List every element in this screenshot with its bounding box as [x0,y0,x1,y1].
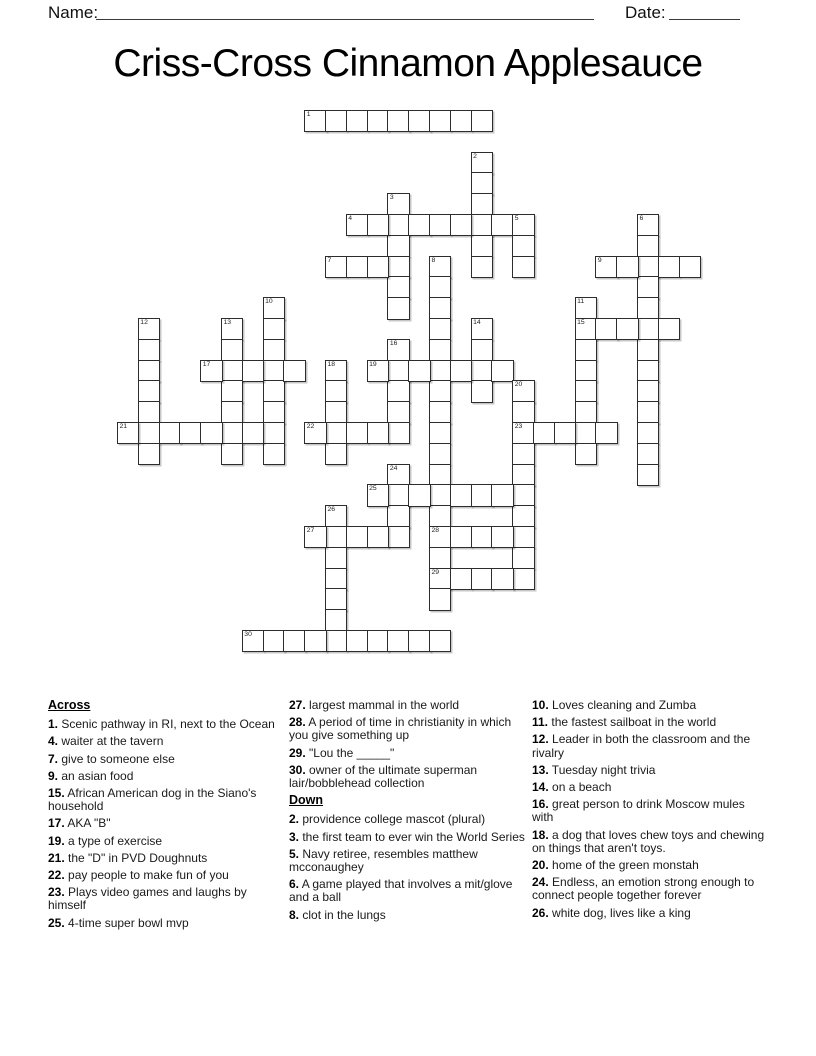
grid-cell[interactable] [325,568,347,590]
grid-cell[interactable] [429,588,451,610]
grid-cell[interactable] [159,422,181,444]
clue-item: 21. the "D" in PVD Doughnuts [48,850,208,865]
grid-cell[interactable] [263,380,285,402]
grid-cell[interactable] [325,505,347,527]
clue-number-label: 14 [473,319,481,326]
grid-cell[interactable] [263,422,285,444]
grid-cell[interactable] [512,401,534,423]
grid-cell[interactable] [138,401,160,423]
grid-cell[interactable] [283,360,305,382]
grid-cell[interactable] [512,256,534,278]
clue-number: 5. [289,846,300,861]
grid-cell[interactable] [471,193,493,215]
grid-cell[interactable] [429,422,451,444]
grid-cell[interactable] [429,484,451,506]
grid-cell[interactable] [429,214,451,236]
clue-item: 13. Tuesday night trivia [532,762,656,777]
clue-number: 27. [289,698,306,712]
grid-cell[interactable] [471,110,493,132]
page-title: Criss-Cross Cinnamon Applesauce [113,42,703,85]
grid-cell[interactable] [429,505,451,527]
grid-cell[interactable] [221,443,243,465]
grid-cell[interactable] [387,422,409,444]
grid-cell[interactable] [221,422,243,444]
grid-cell[interactable] [637,318,659,340]
grid-cell[interactable] [387,484,409,506]
grid-cell[interactable] [325,588,347,610]
clue-number: 3. [289,829,300,844]
grid-cell[interactable] [346,422,368,444]
name-label: Name: [48,3,99,22]
clue-item: 24. Endless, an emotion strong enough to connect people together forever [532,875,755,903]
grid-cell[interactable] [637,214,659,236]
clue-item: 2. providence college mascot (plural) [289,812,486,827]
grid-cell[interactable] [367,630,389,652]
grid-cell[interactable] [450,110,472,132]
grid-cell[interactable] [367,484,389,506]
grid-cell[interactable] [491,214,513,236]
grid-cell[interactable] [575,422,597,444]
grid-cell[interactable] [200,360,222,382]
grid-cell[interactable] [325,526,347,548]
grid-cell[interactable] [575,360,597,382]
grid-cell[interactable] [471,568,493,590]
clue-number-label: 12 [140,319,148,326]
grid-cell[interactable] [408,214,430,236]
clue-number-label: 7 [327,256,332,264]
grid-cell[interactable] [491,360,513,382]
clue-number-label: 11 [577,298,585,306]
clue-number: 20. [532,858,549,873]
clue-item: 14. on a beach [532,780,612,795]
grid-cell[interactable] [242,630,264,652]
grid-cell[interactable] [637,360,659,382]
grid-cell[interactable] [221,339,243,361]
grid-cell[interactable] [512,235,534,257]
grid-cell[interactable] [325,609,347,631]
grid-cell[interactable] [637,276,659,298]
grid-cell[interactable] [263,297,285,319]
clue-column-middle [289,699,525,926]
grid-cell[interactable] [387,235,409,257]
clue-item: 4. waiter at the tavern [48,734,164,749]
clue-item: 6. A game played that involves a mit/glove and a ball [289,877,513,905]
grid-cell[interactable] [429,547,451,569]
clue-number-label: 6 [639,215,644,222]
clue-number-label: 22 [306,423,315,430]
clue-item: 10. Loves cleaning and Zumba [532,698,697,712]
grid-cell[interactable] [491,484,513,506]
clue-number: 2. [289,812,300,827]
grid-cell[interactable] [595,256,617,278]
grid-cell[interactable] [179,422,201,444]
grid-cell[interactable] [637,464,659,486]
grid-cell[interactable] [450,526,472,548]
grid-cell[interactable] [471,172,493,194]
clue-item: 23. Plays video games and laughs by himself [48,885,247,913]
clue-number: 18. [532,827,549,842]
clue-number: 17. [48,816,65,831]
grid-cell[interactable] [658,256,680,278]
grid-cell[interactable] [429,464,451,486]
grid-cell[interactable] [637,297,659,319]
clue-item: 9. an asian food [48,768,134,783]
grid-cell[interactable] [367,526,389,548]
grid-cell[interactable] [616,318,638,340]
clue-number-label: 23 [514,423,523,430]
grid-cell[interactable] [221,380,243,402]
clue-number: 13. [532,762,549,777]
clue-number-label: 2 [473,152,477,160]
grid-cell[interactable] [429,360,451,382]
grid-cell[interactable] [595,422,617,444]
grid-cell[interactable] [575,380,597,402]
clue-item: 26. white dog, lives like a king [532,905,691,920]
grid-cell[interactable] [263,630,285,652]
grid-cell[interactable] [471,339,493,361]
grid-cell[interactable] [346,214,368,236]
clue-number-label: 9 [597,256,602,264]
grid-cell[interactable] [387,360,409,382]
grid-cell[interactable] [512,443,534,465]
grid-cell[interactable] [429,526,451,548]
clue-number-label: 26 [327,506,336,514]
grid-cell[interactable] [325,422,347,444]
grid-cell[interactable] [679,256,701,278]
clue-number-label: 5 [514,215,519,222]
grid-cell[interactable] [575,339,597,361]
clue-item: 17. AKA "B" [48,816,111,831]
grid-cell[interactable] [346,526,368,548]
grid-cell[interactable] [325,360,347,382]
clue-number-label: 1 [306,111,311,118]
grid-cell[interactable] [387,193,409,215]
clue-number-label: 15 [577,319,585,326]
clue-number-label: 4 [348,215,353,222]
grid-cell[interactable] [221,318,243,340]
grid-cell[interactable] [575,318,597,340]
grid-cell[interactable] [304,422,326,444]
grid-cell[interactable] [408,110,430,132]
grid-cell[interactable] [325,380,347,402]
grid-cell[interactable] [616,256,638,278]
grid-cell[interactable] [387,256,409,278]
grid-cell[interactable] [554,422,576,444]
grid-cell[interactable] [491,526,513,548]
clue-number: 22. [48,868,65,883]
clue-number: 25. [48,915,65,930]
clue-number: 9. [48,768,59,783]
grid-cell[interactable] [512,547,534,569]
clue-item: 15. African American dog in the Siano's household [48,786,257,814]
grid-cell[interactable] [637,380,659,402]
clue-item: 8. clot in the lungs [289,907,386,922]
grid-cell[interactable] [138,380,160,402]
clue-number: 14. [532,780,549,795]
grid-cell[interactable] [575,401,597,423]
clue-item: 25. 4-time super bowl mvp [48,915,189,930]
clue-number-label: 30 [244,631,252,638]
clue-number: 26. [532,905,549,920]
grid-cell[interactable] [387,297,409,319]
clue-column-down-continued [532,699,768,924]
clue-number-label: 24 [389,464,398,472]
grid-cell[interactable] [429,297,451,319]
grid-cell[interactable] [429,110,451,132]
grid-cell[interactable] [512,484,534,506]
clue-number: 10. [532,698,549,712]
clue-number-label: 27 [306,527,315,534]
clue-number: 28. [289,715,306,730]
grid-cell[interactable] [325,401,347,423]
grid-cell[interactable] [575,297,597,319]
grid-cell[interactable] [429,630,451,652]
grid-cell[interactable] [595,318,617,340]
grid-cell[interactable] [138,339,160,361]
clue-number: 12. [532,732,549,747]
grid-cell[interactable] [575,443,597,465]
grid-cell[interactable] [117,422,139,444]
clue-number-label: 16 [389,339,398,347]
clue-item: 18. a dog that loves chew toys and chewing on things that aren't toys. [532,827,765,855]
clue-item: 22. pay people to make fun of you [48,868,229,883]
clue-number-label: 25 [369,485,377,493]
grid-cell[interactable] [429,339,451,361]
grid-cell[interactable] [637,256,659,278]
clue-number: 19. [48,833,65,848]
grid-cell[interactable] [138,443,160,465]
grid-cell[interactable] [637,339,659,361]
clue-number: 16. [532,797,549,812]
clue-number: 11. [532,715,549,730]
clue-number: 8. [289,907,300,922]
clue-number-label: 20 [514,381,523,389]
clue-number-label: 21 [119,423,128,430]
clue-number: 24. [532,875,549,890]
grid-cell[interactable] [429,318,451,340]
grid-cell[interactable] [429,401,451,423]
grid-cell[interactable] [408,360,430,382]
grid-cell[interactable] [533,422,555,444]
grid-cell[interactable] [263,360,285,382]
grid-cell[interactable] [325,547,347,569]
grid-cell[interactable] [283,630,305,652]
clue-item: 29. "Lou the _____" [289,745,395,760]
clue-number: 4. [48,734,59,749]
grid-cell[interactable] [512,380,534,402]
grid-cell[interactable] [637,235,659,257]
clue-item: 3. the first team to ever win the World Series [289,829,525,844]
grid-cell[interactable] [346,630,368,652]
grid-cell[interactable] [387,464,409,486]
grid-cell[interactable] [429,380,451,402]
grid-cell[interactable] [408,484,430,506]
grid-cell[interactable] [325,443,347,465]
clue-number-label: 18 [327,360,336,368]
grid-cell[interactable] [471,360,493,382]
grid-cell[interactable] [263,339,285,361]
grid-cell[interactable] [263,443,285,465]
grid-cell[interactable] [387,110,409,132]
grid-cell[interactable] [138,318,160,340]
grid-cell[interactable] [367,360,389,382]
grid-cell[interactable] [637,422,659,444]
clue-number: 30. [289,762,306,777]
grid-cell[interactable] [637,401,659,423]
clue-number-label: 13 [223,319,232,326]
grid-cell[interactable] [263,401,285,423]
clue-item: 16. great person to drink Moscow mules with [532,797,745,825]
grid-cell[interactable] [221,401,243,423]
grid-cell[interactable] [242,360,264,382]
grid-cell[interactable] [471,526,493,548]
clue-item: 20. home of the green monstah [532,858,699,873]
clue-section-heading: Down [289,793,324,808]
grid-cell[interactable] [637,443,659,465]
grid-cell[interactable] [512,568,534,590]
grid-cell[interactable] [450,568,472,590]
grid-cell[interactable] [387,214,409,236]
clue-item: 11. the fastest sailboat in the world [532,715,717,730]
grid-cell[interactable] [242,422,264,444]
grid-cell[interactable] [450,484,472,506]
grid-cell[interactable] [471,235,493,257]
clue-number: 6. [289,877,300,892]
clue-item: 7. give to someone else [48,751,175,766]
grid-cell[interactable] [387,505,409,527]
grid-cell[interactable] [367,214,389,236]
grid-cell[interactable] [346,110,368,132]
grid-cell[interactable] [263,318,285,340]
grid-cell[interactable] [429,256,451,278]
grid-cell[interactable] [471,214,493,236]
clue-number: 23. [48,885,65,900]
clue-item: 30. owner of the ultimate superman lair/bobblehead collection [289,762,478,791]
grid-cell[interactable] [429,443,451,465]
grid-cell[interactable] [387,630,409,652]
grid-cell[interactable] [221,360,243,382]
grid-cell[interactable] [512,464,534,486]
grid-cell[interactable] [387,526,409,548]
clue-column-across [48,699,284,934]
grid-cell[interactable] [512,526,534,548]
grid-cell[interactable] [471,318,493,340]
grid-cell[interactable] [450,360,472,382]
grid-cell[interactable] [429,276,451,298]
clue-section-heading: Across [48,698,91,712]
grid-cell[interactable] [304,526,326,548]
grid-cell[interactable] [658,318,680,340]
clue-item: 19. a type of exercise [48,833,163,848]
clue-number-label: 3 [389,194,394,202]
grid-cell[interactable] [346,256,368,278]
grid-cell[interactable] [450,214,472,236]
clue-number-label: 29 [431,568,440,576]
grid-cell[interactable] [387,276,409,298]
grid-cell[interactable] [304,630,326,652]
clue-number-label: 17 [202,360,211,368]
clue-item: 1. Scenic pathway in RI, next to the Ocean [48,717,275,732]
grid-cell[interactable] [367,422,389,444]
clue-number-label: 10 [265,298,273,306]
clue-number: 21. [48,850,65,865]
grid-cell[interactable] [512,422,534,444]
clue-item: 27. largest mammal in the world [289,698,460,712]
grid-cell[interactable] [512,214,534,236]
clue-number: 7. [48,751,59,766]
grid-cell[interactable] [429,568,451,590]
grid-cell[interactable] [387,401,409,423]
grid-cell[interactable] [471,256,493,278]
grid-cell[interactable] [471,484,493,506]
grid-cell[interactable] [325,110,347,132]
grid-cell[interactable] [471,152,493,174]
clue-number-label: 28 [431,527,440,534]
grid-cell[interactable] [367,110,389,132]
grid-cell[interactable] [325,630,347,652]
clue-number: 15. [48,786,65,801]
grid-cell[interactable] [138,360,160,382]
grid-cell[interactable] [408,630,430,652]
grid-cell[interactable] [200,422,222,444]
grid-cell[interactable] [325,256,347,278]
clue-number-label: 8 [431,256,436,264]
clue-item: 5. Navy retiree, resembles matthew mcconaughey [289,846,478,875]
grid-cell[interactable] [491,568,513,590]
clue-number-label: 19 [369,360,377,368]
grid-cell[interactable] [471,380,493,402]
grid-cell[interactable] [512,505,534,527]
clue-number: 29. [289,745,306,760]
grid-cell[interactable] [138,422,160,444]
clue-item: 28. A period of time in christianity in which you give something up [289,715,512,743]
grid-cell[interactable] [387,380,409,402]
clue-item: 12. Leader in both the classroom and the rivalry [532,732,751,760]
clue-number: 1. [48,717,59,732]
date-label: Date: [625,3,666,22]
grid-cell[interactable] [387,339,409,361]
grid-cell[interactable] [304,110,326,132]
grid-cell[interactable] [367,256,389,278]
